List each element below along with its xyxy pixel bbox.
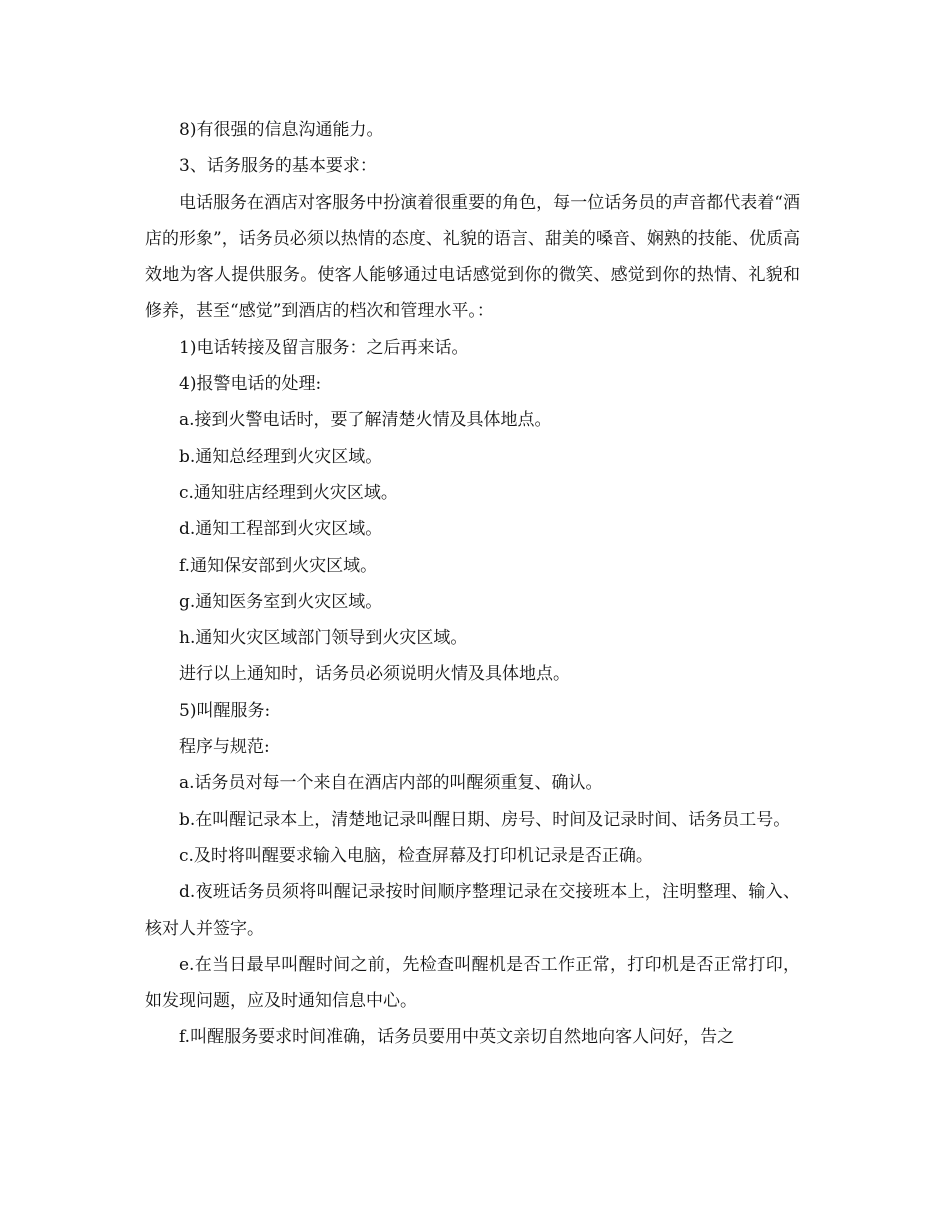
list-item: b.通知总经理到火灾区域。: [179, 446, 383, 467]
list-item: f.通知保安部到火灾区域。: [179, 555, 378, 576]
list-item: g.通知医务室到火灾区域。: [179, 591, 383, 612]
paragraph: 4)报警电话的处理:: [179, 374, 322, 395]
paragraph: 1)电话转接及留言服务：之后再来话。: [179, 337, 469, 358]
section-heading: 3、话务服务的基本要求：: [179, 156, 377, 177]
paragraph: 5)叫醒服务:: [179, 700, 271, 721]
list-item: f.叫醒服务要求时间准确，话务员要用中英文亲切自然地向客人问好，告之: [179, 1027, 735, 1048]
list-item: b.在叫醒记录本上，清楚地记录叫醒日期、房号、时间及记录时间、话务员工号。: [179, 809, 791, 830]
paragraph: 进行以上通知时，话务员必须说明火情及具体地点。: [179, 664, 570, 685]
paragraph: 8)有很强的信息沟通能力。: [179, 120, 384, 140]
list-item: h.通知火灾区域部门领导到火灾区域。: [179, 628, 468, 649]
list-item: a.接到火警电话时，要了解清楚火情及具体地点。: [179, 410, 552, 431]
list-item: e.在当日最早叫醒时间之前，先检查叫醒机是否工作正常，打印机是否正常打印，如发现问题，应及时通知信息中心。: [145, 954, 800, 1012]
list-item: d.通知工程部到火灾区域。: [179, 519, 383, 540]
list-item: d.夜班话务员须将叫醒记录按时间顺序整理记录在交接班本上，注明整理、输入、核对人并签字。: [145, 882, 800, 939]
list-item: c.通知驻店经理到火灾区域。: [179, 482, 398, 503]
document-body: [145, 112, 800, 1056]
paragraph: 电话服务在酒店对客服务中扮演着很重要的角色，每一位话务员的声音都代表着“酒店的形象”，话务员必须以热情的态度、礼貌的语言、甜美的嗓音、娴熟的技能、优质高效地为客人提供服务。使客人能够通过电话感觉到你的微笑、感觉到你的热情、礼貌和修养，甚至“感觉”到酒店的档次和管理水平。：: [145, 192, 800, 322]
list-item: a.话务员对每一个来自在酒店内部的叫醒须重复、确认。: [179, 773, 603, 794]
paragraph: 程序与规范:: [179, 737, 270, 758]
list-item: c.及时将叫醒要求输入电脑，检查屏幕及打印机记录是否正确。: [179, 845, 653, 866]
